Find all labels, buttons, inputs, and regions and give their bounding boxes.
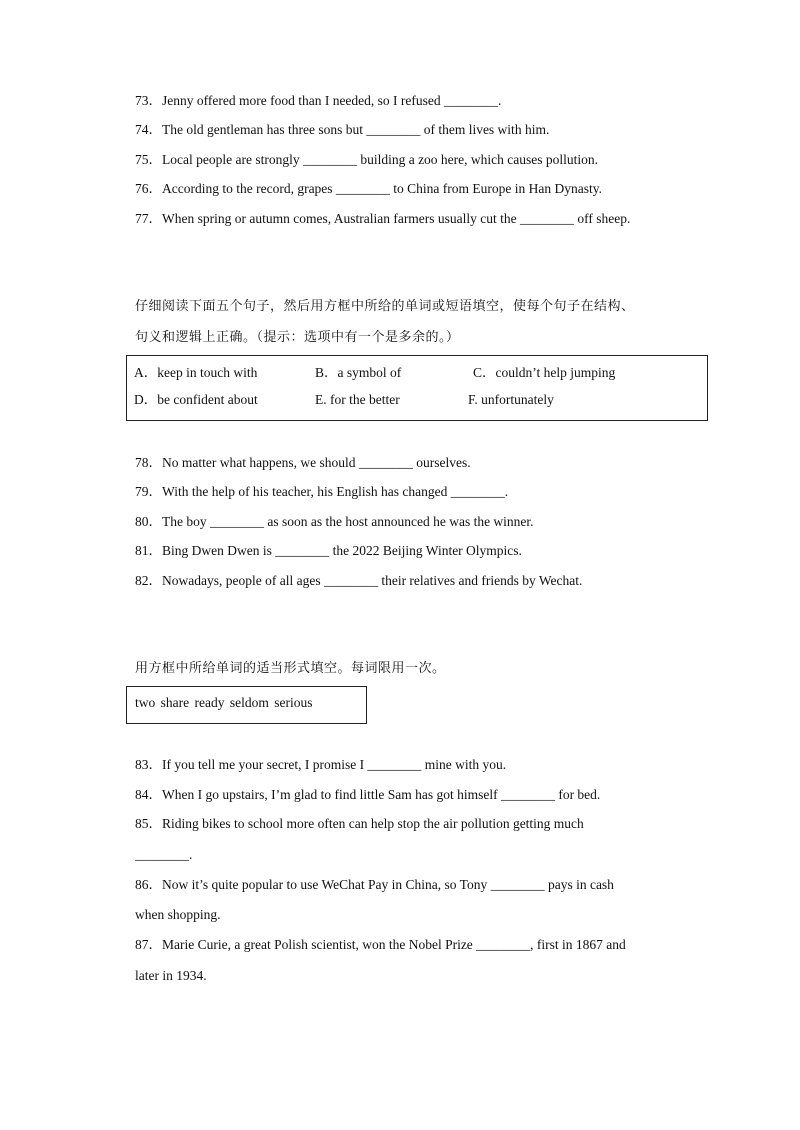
question-text: Nowadays, people of all ages ________ their relatives and friends by Wechat. <box>162 573 583 588</box>
question-number: 77． <box>135 211 162 226</box>
question-number: 80． <box>135 514 162 529</box>
question-text: Now it’s quite popular to use WeChat Pay in China, so Tony ________ pays in cash <box>162 877 614 892</box>
question-text: Marie Curie, a great Polish scientist, won the Nobel Prize ________, first in 1867 and <box>162 937 626 952</box>
option-d: D．be confident about <box>134 392 258 407</box>
question-76 <box>135 180 602 198</box>
question-78 <box>135 454 471 472</box>
question-82 <box>135 572 582 590</box>
question-77 <box>135 210 630 228</box>
option-f: F. unfortunately <box>468 392 554 407</box>
question-86-continuation: when shopping. <box>135 907 221 922</box>
question-text: When spring or autumn comes, Australian farmers usually cut the ________ off sheep. <box>162 211 631 226</box>
question-85 <box>135 815 584 833</box>
question-number: 74． <box>135 122 162 137</box>
option-c: C．couldn’t help jumping <box>473 365 616 380</box>
question-84 <box>135 786 600 804</box>
options-box <box>126 355 708 421</box>
option-e: E. for the better <box>315 392 400 407</box>
question-80 <box>135 513 534 531</box>
question-text: According to the record, grapes ________ to China from Europe in Han Dynasty. <box>162 181 603 196</box>
question-text: Local people are strongly ________ building a zoo here, which causes pollution. <box>162 152 599 167</box>
question-text: If you tell me your secret, I promise I ________ mine with you. <box>162 757 507 772</box>
question-text: With the help of his teacher, his English has changed ________. <box>162 484 509 499</box>
question-81 <box>135 542 522 560</box>
question-text: Jenny offered more food than I needed, so I refused ________. <box>162 93 502 108</box>
word-list: two share ready seldom serious <box>135 695 313 710</box>
question-73 <box>135 92 501 110</box>
question-text: The boy ________ as soon as the host announced he was the winner. <box>162 514 534 529</box>
question-text: When I go upstairs, I’m glad to find little Sam has got himself ________ for bed. <box>162 787 601 802</box>
question-number: 84． <box>135 787 162 802</box>
word-box <box>126 686 367 724</box>
question-text: Bing Dwen Dwen is ________ the 2022 Beijing Winter Olympics. <box>162 543 522 558</box>
question-85-continuation: ________. <box>135 847 193 862</box>
question-number: 75． <box>135 152 162 167</box>
question-87 <box>135 936 626 954</box>
question-number: 85． <box>135 816 162 831</box>
question-74 <box>135 121 549 139</box>
question-79 <box>135 483 508 501</box>
question-text: Riding bikes to school more often can help stop the air pollution getting much <box>162 816 584 831</box>
question-87-continuation: later in 1934. <box>135 968 207 983</box>
question-number: 79． <box>135 484 162 499</box>
question-number: 73． <box>135 93 162 108</box>
question-number: 87． <box>135 937 162 952</box>
question-86 <box>135 876 614 894</box>
option-a: A．keep in touch with <box>134 365 258 380</box>
question-text: The old gentleman has three sons but ________ of them lives with him. <box>162 122 550 137</box>
option-b: B．a symbol of <box>315 365 402 380</box>
section2-instruction-line1: 仔细阅读下面五个句子，然后用方框中所给的单词或短语填空，使每个句子在结构、 <box>135 299 635 314</box>
question-number: 81． <box>135 543 162 558</box>
question-75 <box>135 151 598 169</box>
section3-instruction: 用方框中所给单词的适当形式填空。每词限用一次。 <box>135 661 446 676</box>
question-number: 78． <box>135 455 162 470</box>
question-83 <box>135 756 506 774</box>
question-number: 83． <box>135 757 162 772</box>
question-number: 82． <box>135 573 162 588</box>
question-number: 86． <box>135 877 162 892</box>
question-text: No matter what happens, we should ________ ourselves. <box>162 455 471 470</box>
question-number: 76． <box>135 181 162 196</box>
section2-instruction-line2: 句义和逻辑上正确。（提示：选项中有一个是多余的。） <box>135 330 460 345</box>
